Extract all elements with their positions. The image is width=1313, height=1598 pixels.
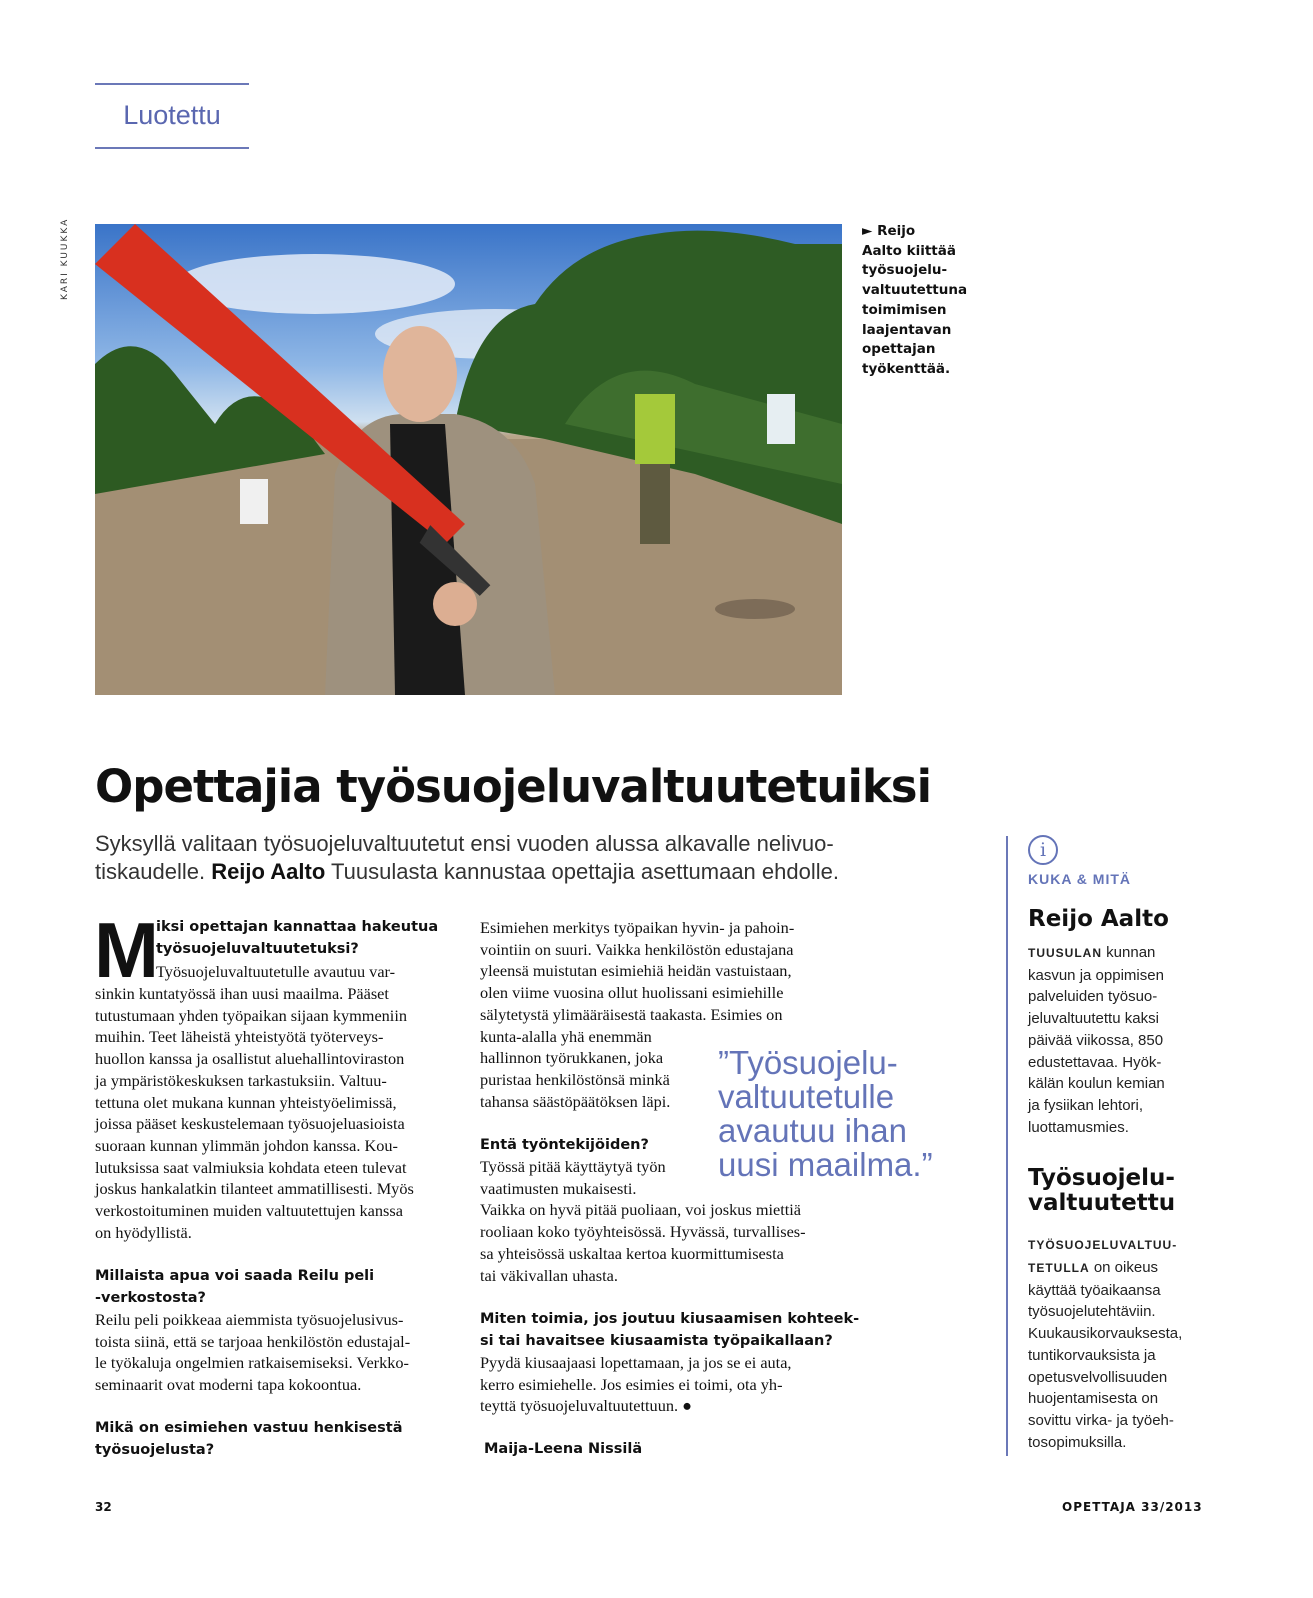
photo-illustration	[95, 224, 842, 695]
sidebar-heading-1: Reijo Aalto	[1028, 906, 1169, 932]
answer-2: Reilu peli poikkeaa aiemmista työsuojelusivus- toista siinä, että se tarjoaa henkilöstön edustajal- le työkaluja ongelmien ratkaisemiseksi. Verkko- seminaarit ovat moderni tapa kokoontua.	[95, 1310, 411, 1395]
author-name: Maija-Leena Nissilä	[484, 1441, 643, 1457]
sidebar-text-2-body: on oikeus käyttää työaikaansa työsuojelutehtäviin. Kuukausikorvauksesta, tuntikorvauksista ja opetusvelvollisuuden huojentamisesta on sovittu virka- ja työeh- tosopimuksilla.	[1028, 1259, 1183, 1451]
answer-5: Pyydä kiusaajaasi lopettamaan, ja jos se ei auta, kerro esimiehelle. Jos esimies ei toimi, ota yh- teyttä työsuojeluvaltuutettuun. ●	[480, 1353, 792, 1416]
sidebar-label: KUKA & MITÄ	[1028, 871, 1132, 887]
section-label	[95, 83, 249, 149]
lead-name: Reijo Aalto	[211, 859, 326, 884]
drop-cap: M	[94, 906, 159, 994]
question-2: Millaista apua voi saada Reilu peli -verkostosta?	[95, 1268, 375, 1306]
sidebar-divider	[1006, 836, 1008, 1456]
lead-text-end: Tuusulasta kannustaa opettajia asettumaan ehdolle.	[325, 859, 839, 884]
sidebar-text-2-lead: TYÖSUOJELUVALTUU- TETULLA	[1028, 1238, 1178, 1276]
lead-text: Syksyllä valitaan työsuojeluvaltuutetut ensi vuoden alussa alkavalle nelivuo- tiskaudelle.	[95, 831, 834, 884]
answer-4: Työssä pitää käyttäytyä työn vaatimusten mukaisesti. Vaikka on hyvä pitää puoliaan, voi joskus miettiä rooliaan koko työyhteisössä. Hyvässä, turvallises- sa yhteisössä uskaltaa kertoa kuormittumisesta tai väkivallan uhasta.	[480, 1157, 806, 1285]
answer-1-first-line: Työsuojeluvaltuutetulle avautuu var-	[156, 962, 396, 981]
article-lead	[95, 830, 839, 886]
sidebar-text-1	[1028, 942, 1208, 1138]
article-title: Opettajia työsuojeluvaltuutetuiksi	[95, 760, 932, 813]
page-number: 32	[95, 1500, 112, 1514]
photo-credit: KARI KUUKKA	[60, 217, 70, 300]
info-icon-glyph: i	[1039, 839, 1047, 861]
sidebar-text-1-body: kunnan kasvun ja oppimisen palveluiden työsuo- jeluvaltuutettu kaksi päivää viikossa, 850 edustettavaa. Hyök- kälän koulun kemian ja fysiikan lehtori, luottamusmies.	[1028, 944, 1165, 1136]
question-3: Mikä on esimiehen vastuu henkisestä työsuojelusta?	[95, 1420, 403, 1458]
question-1: iksi opettajan kannattaa hakeutua työsuojeluvaltuutetuksi?	[156, 919, 439, 957]
sidebar-heading-2: Työsuojelu- valtuutettu	[1028, 1165, 1176, 1217]
sidebar-text-2	[1028, 1234, 1208, 1453]
info-icon	[1028, 835, 1058, 865]
sidebar-text-1-lead: TUUSULAN	[1028, 946, 1102, 960]
info-sidebar	[1028, 835, 1208, 1453]
photo-caption: ► Reijo Aalto kiittää työsuojelu- valtuutettuna toimimisen laajentavan opettajan työkenttää.	[862, 223, 968, 377]
question-5: Miten toimia, jos joutuu kiusaamisen kohteek- si tai havaitsee kiusaamista työpaikallaan?	[480, 1311, 860, 1349]
answer-3: Esimiehen merkitys työpaikan hyvin- ja pahoin- vointiin on suuri. Vaikka henkilöstön edustajana yleensä muistutan esimiehiä heidän vastuistaan, olen viime vuosina ollut huolissani esimiehille sälytetystä ylimääräisestä taakasta. Esimies on kunta-alalla yhä enemmän hallinnon työrukkanen, joka puristaa henkilöstönsä minkä tahansa säästöpäätöksen läpi.	[480, 918, 795, 1111]
article-photo	[95, 224, 842, 695]
answer-1: sinkin kuntatyössä ihan uusi maailma. Pääset tutustumaan yhden työpaikan sijaan kymmeniin muihin. Teet läheistä yhteistyötä työterveys- huollon kanssa ja osallistut aluehallintoviraston ja ympäristökeskuksen tarkastuksiin. Valtuu- tettuna olet mukana kunnan yhteistyöelimissä, joissa pääset keskustelemaan työsuojeluasioista suoraan kunnan ylimmän johdon kanssa. Kou- lutuksissa saat valmiuksia kohdata eteen tulevat joskus hankalatkin tilanteet ammatillisesti. Myös verkostoituminen muiden valtuutettujen kanssa on hyödyllistä.	[95, 984, 414, 1242]
pull-quote: ”Työsuojelu- valtuutetulle avautuu ihan uusi maailma.”	[718, 1044, 933, 1183]
magazine-issue: OPETTAJA 33/2013	[1062, 1500, 1203, 1514]
question-4: Entä työntekijöiden?	[480, 1137, 649, 1153]
section-label-text: Luotettu	[123, 100, 221, 130]
